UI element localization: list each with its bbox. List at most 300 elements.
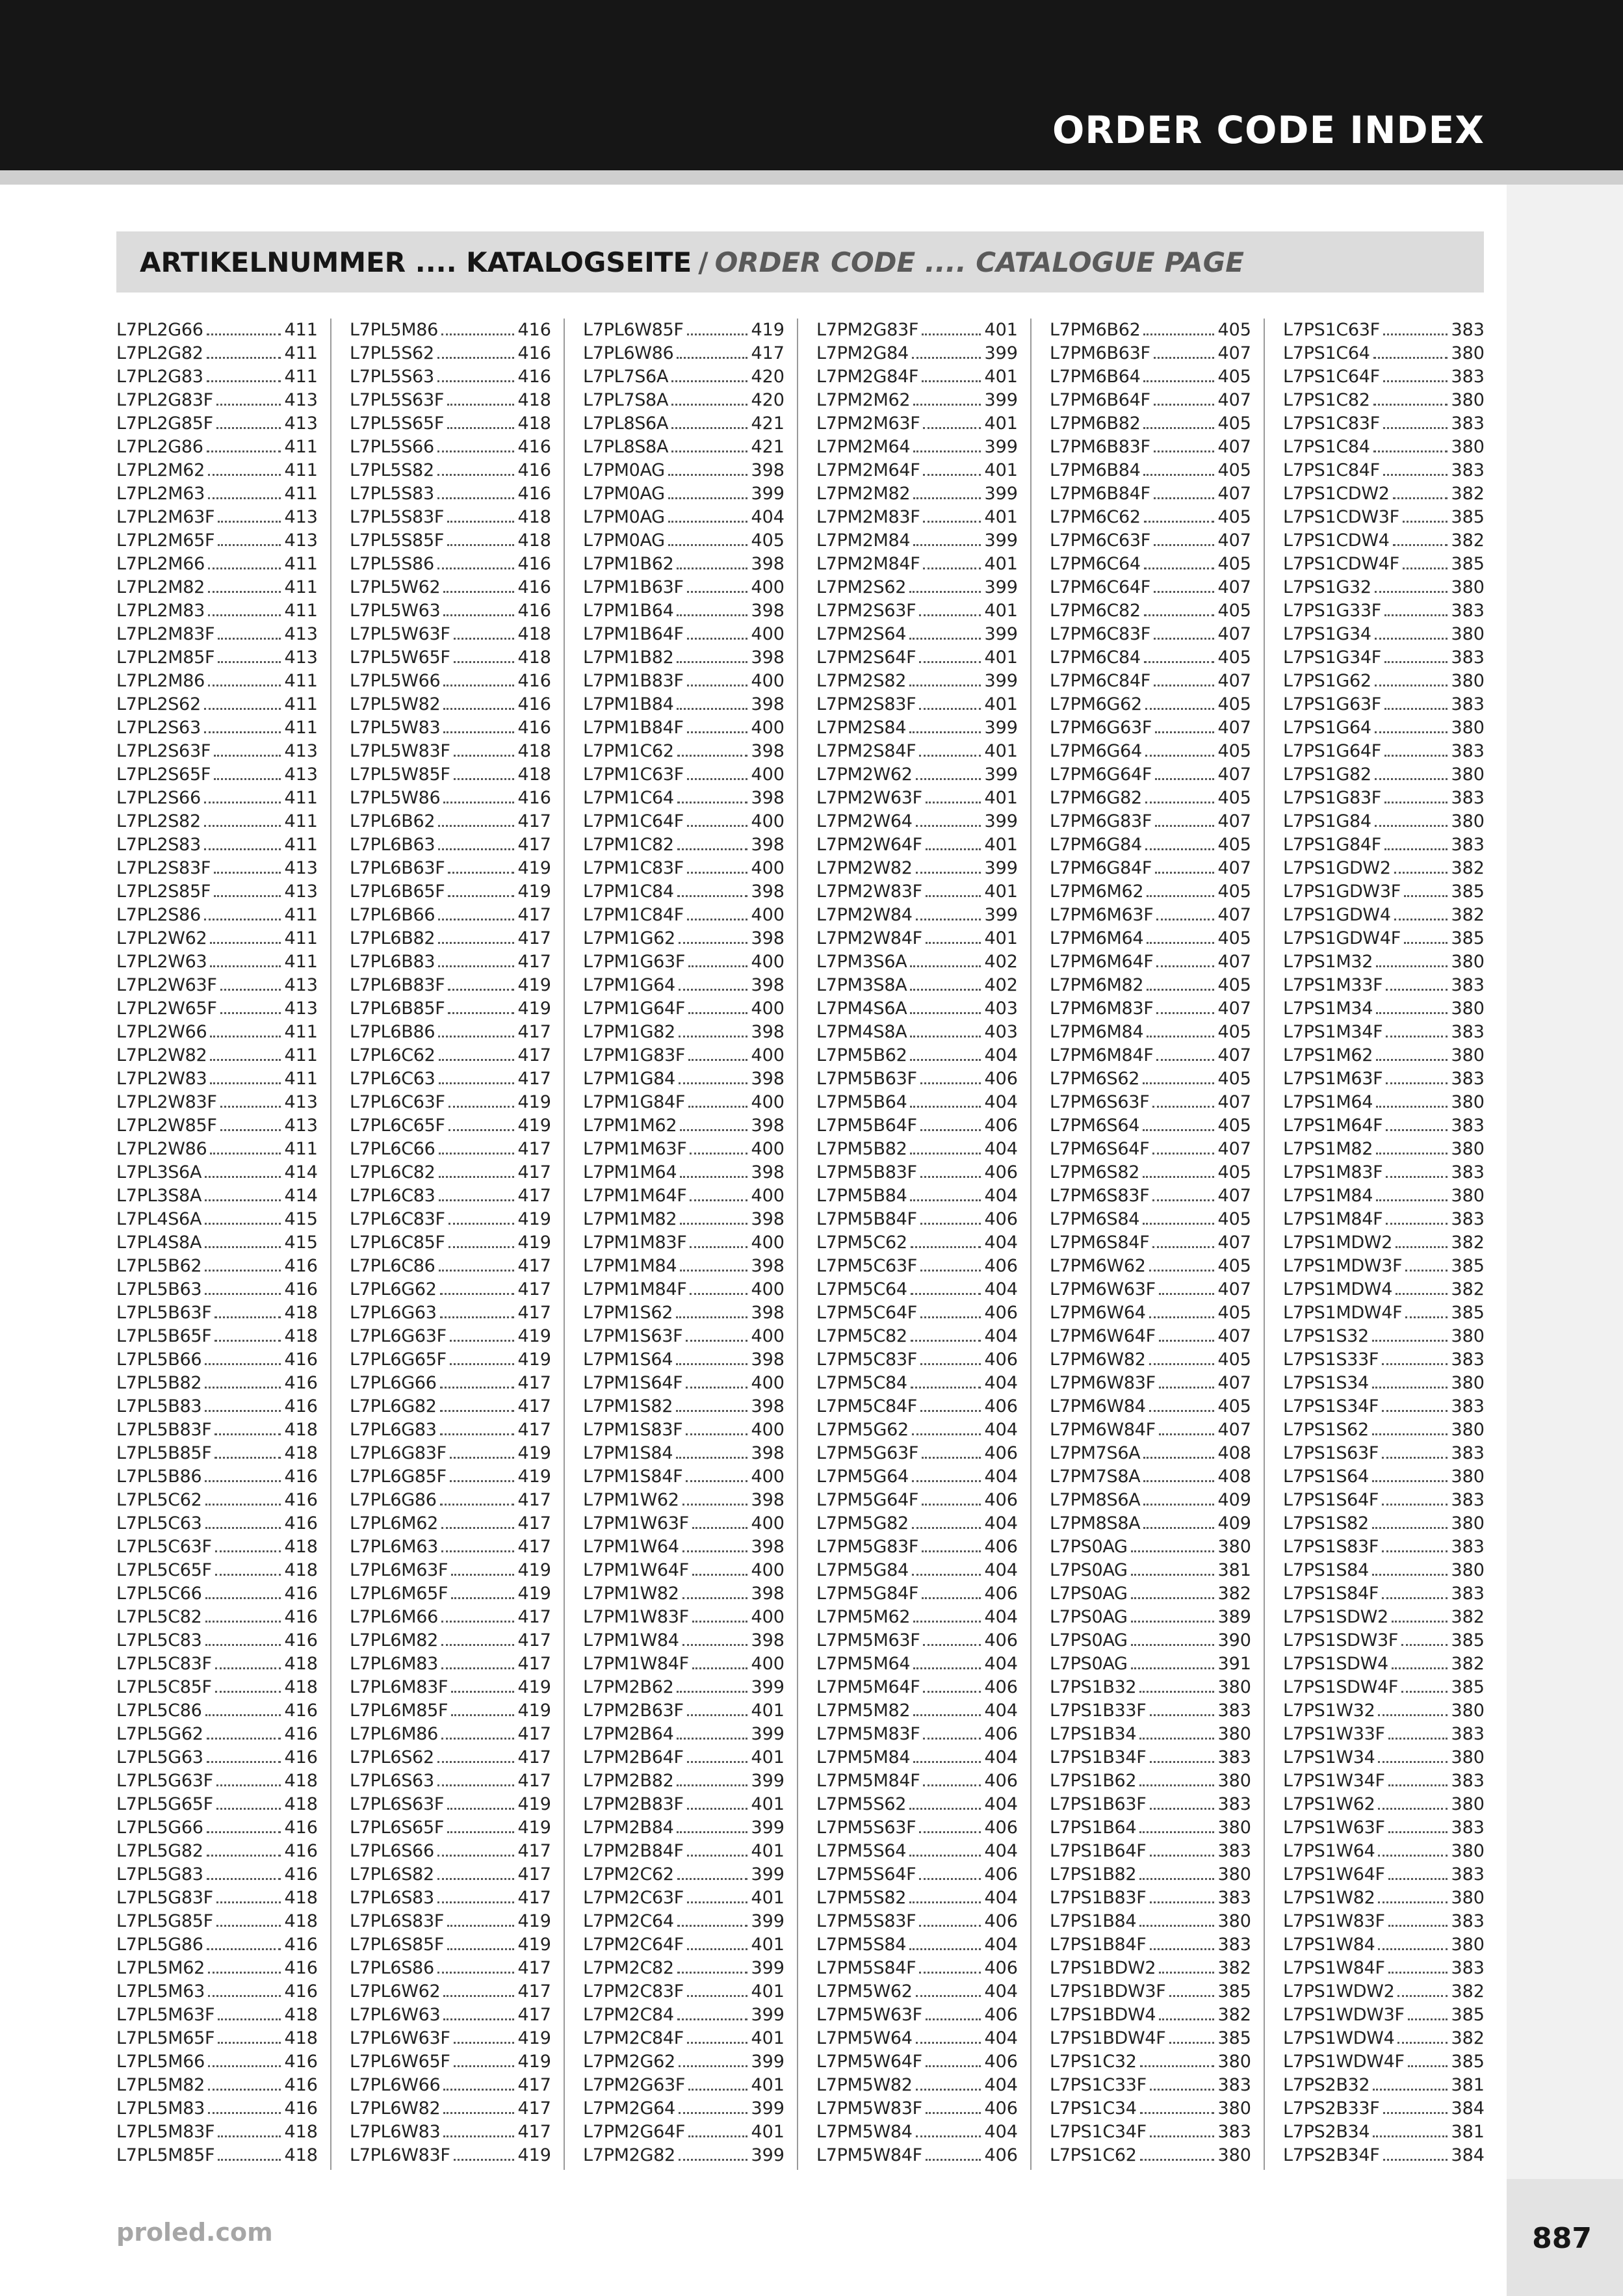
catalogue-page: 400 [751, 671, 785, 691]
leader-dots [910, 988, 981, 991]
order-code: L7PS1B62 [1050, 1771, 1137, 1791]
leader-dots [208, 567, 281, 569]
order-code: L7PL5C82 [116, 1607, 202, 1627]
leader-dots [1159, 1433, 1215, 1435]
catalogue-page: 400 [751, 1092, 785, 1112]
catalogue-page: 419 [517, 975, 551, 995]
leader-dots [1386, 1035, 1448, 1037]
catalogue-page: 406 [984, 1350, 1018, 1370]
catalogue-page: 380 [1451, 624, 1485, 644]
catalogue-page: 403 [984, 1022, 1018, 1042]
catalogue-page: 400 [751, 858, 785, 878]
leader-dots [688, 1011, 747, 1014]
index-entry [583, 716, 785, 740]
index-entry [816, 1301, 1018, 1325]
order-code: L7PS1S34F [1283, 1396, 1379, 1416]
leader-dots [215, 1667, 281, 1669]
index-entry [1283, 1512, 1485, 1535]
catalogue-page: 385 [1451, 554, 1485, 574]
leader-dots [1169, 2041, 1215, 2044]
leader-dots [207, 1877, 281, 1880]
order-code: L7PM2S82 [816, 671, 907, 691]
leader-dots [1396, 1246, 1448, 1248]
leader-dots [913, 450, 981, 452]
order-code: L7PM1M64 [583, 1162, 677, 1182]
catalogue-page: 404 [984, 1467, 1018, 1487]
index-entry [816, 1161, 1018, 1184]
index-entry [1050, 904, 1251, 927]
order-code: L7PS1S34 [1283, 1373, 1369, 1393]
order-code: L7PM5G83F [816, 1537, 919, 1557]
order-code: L7PM5M64F [816, 1677, 920, 1697]
catalogue-page: 383 [1217, 1888, 1251, 1908]
leader-dots [1383, 473, 1448, 476]
leader-dots [923, 1690, 981, 1693]
catalogue-page: 398 [751, 835, 785, 855]
catalogue-page: 419 [517, 881, 551, 902]
order-code: L7PM5W84F [816, 2145, 922, 2165]
order-code: L7PL5G83F [116, 1888, 213, 1908]
index-entry [116, 1840, 318, 1863]
leader-dots [1383, 2111, 1448, 2114]
order-code: L7PL5M63F [116, 2005, 215, 2025]
catalogue-page: 404 [984, 1279, 1018, 1299]
order-code: L7PM6M62 [1050, 881, 1144, 902]
order-code: L7PM2W82 [816, 858, 913, 878]
leader-dots [923, 473, 981, 476]
catalogue-page: 399 [751, 1911, 785, 1931]
index-entry [116, 2120, 318, 2144]
order-code: L7PM5W64 [816, 2028, 913, 2048]
catalogue-page: 400 [751, 624, 785, 644]
leader-dots [926, 2018, 981, 2020]
index-entry [583, 482, 785, 506]
order-code: L7PS0AG [1050, 1654, 1128, 1674]
index-entry [583, 1582, 785, 1606]
catalogue-page: 380 [1451, 718, 1485, 738]
catalogue-page: 380 [1451, 1513, 1485, 1533]
catalogue-page: 416 [517, 554, 551, 574]
catalogue-page: 400 [751, 718, 785, 738]
leader-dots [913, 497, 981, 499]
index-entry [1283, 319, 1485, 342]
index-entry [1050, 1325, 1251, 1348]
order-code: L7PL5B63 [116, 1279, 202, 1299]
index-entry [350, 904, 551, 927]
catalogue-page: 380 [1451, 1326, 1485, 1346]
catalogue-page: 418 [284, 1888, 318, 1908]
leader-dots [447, 426, 514, 429]
order-code: L7PS1G34F [1283, 647, 1381, 668]
order-code: L7PM1M84 [583, 1256, 677, 1276]
catalogue-page: 383 [1451, 413, 1485, 434]
index-entry [1050, 670, 1251, 693]
index-entry [583, 1489, 785, 1512]
order-code: L7PL4S6A [116, 1209, 202, 1229]
catalogue-page: 416 [517, 694, 551, 714]
catalogue-page: 416 [517, 320, 551, 340]
order-code: L7PM1C84F [583, 905, 684, 925]
order-code: L7PM6M82 [1050, 975, 1144, 995]
catalogue-page: 400 [751, 905, 785, 925]
catalogue-page: 405 [1217, 413, 1251, 434]
index-entry [350, 459, 551, 482]
order-code: L7PM2C63F [583, 1888, 684, 1908]
catalogue-page: 419 [517, 1115, 551, 1136]
order-code: L7PS1G84 [1283, 811, 1371, 831]
index-entry [1050, 1933, 1251, 1957]
index-entry [583, 1395, 785, 1418]
catalogue-page: 416 [284, 1490, 318, 1510]
order-code: L7PS1B34 [1050, 1724, 1137, 1744]
order-code: L7PL5G83 [116, 1864, 203, 1885]
catalogue-page: 411 [284, 1069, 318, 1089]
catalogue-page: 417 [517, 928, 551, 948]
order-code: L7PL2W62 [116, 928, 207, 948]
leader-dots [218, 2041, 281, 2044]
catalogue-page: 411 [284, 460, 318, 480]
index-entry [583, 1372, 785, 1395]
leader-dots [1139, 1737, 1214, 1740]
leader-dots [1159, 1339, 1215, 1342]
index-entry [1050, 1910, 1251, 1933]
leader-dots [448, 1246, 515, 1248]
catalogue-page: 404 [984, 1373, 1018, 1393]
leader-dots [920, 1363, 981, 1365]
index-entry [1050, 1816, 1251, 1840]
leader-dots [910, 965, 981, 967]
index-entry [350, 576, 551, 599]
order-code: L7PS2B32 [1283, 2075, 1370, 2095]
leader-dots [926, 894, 981, 897]
order-code: L7PS1BDW4F [1050, 2028, 1166, 2048]
index-entry [1050, 1138, 1251, 1161]
leader-dots [1397, 1994, 1448, 1997]
catalogue-page: 399 [751, 1864, 785, 1885]
leader-dots [1152, 1199, 1214, 1201]
leader-dots [919, 1831, 981, 1833]
catalogue-page: 417 [517, 1373, 551, 1393]
index-entry [350, 1676, 551, 1699]
leader-dots [437, 356, 515, 359]
catalogue-page: 407 [1217, 1139, 1251, 1159]
order-code: L7PS1S63F [1283, 1443, 1379, 1463]
page-title: ORDER CODE INDEX [1052, 108, 1485, 152]
leader-dots [438, 965, 514, 967]
order-code: L7PM2S84F [816, 741, 916, 761]
catalogue-page: 401 [751, 1888, 785, 1908]
leader-dots [1383, 2158, 1448, 2161]
index-entry [1283, 1863, 1485, 1886]
leader-dots [1394, 871, 1448, 874]
order-code: L7PM1C82 [583, 835, 674, 855]
leader-dots [1149, 1363, 1215, 1365]
order-code: L7PM6C62 [1050, 507, 1141, 527]
index-entry [583, 529, 785, 553]
leader-dots [1140, 2158, 1215, 2161]
leader-dots [920, 1269, 981, 1272]
index-entry [816, 1863, 1018, 1886]
leader-dots [438, 1035, 514, 1037]
leader-dots [210, 1035, 281, 1037]
catalogue-page: 416 [284, 1396, 318, 1416]
order-code: L7PM2C64 [583, 1911, 674, 1931]
catalogue-page: 417 [517, 2075, 551, 2095]
order-code: L7PS1B84 [1050, 1911, 1137, 1931]
index-entry [116, 482, 318, 506]
leader-dots [677, 1924, 748, 1927]
index-entry [583, 365, 785, 389]
order-code: L7PM1M84F [583, 1279, 687, 1299]
order-code: L7PL6G65F [350, 1350, 447, 1370]
order-code: L7PL6G63 [350, 1303, 437, 1323]
leader-dots [1388, 1971, 1448, 1974]
catalogue-page: 383 [1451, 1350, 1485, 1370]
index-entry [816, 1980, 1018, 2003]
catalogue-page: 399 [984, 671, 1018, 691]
index-entry [1283, 1699, 1485, 1723]
index-entry [116, 810, 318, 833]
leader-dots [910, 1035, 981, 1037]
leader-dots [1143, 1526, 1214, 1529]
order-code: L7PS1S64 [1283, 1467, 1369, 1487]
order-code: L7PS1M64F [1283, 1115, 1383, 1136]
index-entry [116, 1184, 318, 1208]
leader-dots [214, 1456, 281, 1459]
catalogue-page: 416 [517, 367, 551, 387]
leader-dots [1159, 1971, 1214, 1974]
catalogue-page: 407 [1217, 624, 1251, 644]
index-entry [583, 553, 785, 576]
leader-dots [690, 1246, 747, 1248]
leader-dots [1156, 965, 1214, 967]
catalogue-page: 380 [1451, 1139, 1485, 1159]
leader-dots [443, 1994, 514, 1997]
leader-dots [916, 1994, 981, 1997]
catalogue-page: 411 [284, 367, 318, 387]
index-entry [350, 1208, 551, 1231]
index-entry [350, 1723, 551, 1746]
index-entry [1050, 412, 1251, 436]
catalogue-page: 380 [1451, 1420, 1485, 1440]
catalogue-page: 417 [517, 1958, 551, 1978]
catalogue-page: 383 [1451, 1443, 1485, 1463]
order-code: L7PM5C63F [816, 1256, 918, 1276]
leader-dots [1154, 684, 1214, 686]
leader-dots [216, 1807, 281, 1810]
leader-dots [1144, 660, 1215, 663]
order-code: L7PL5C63F [116, 1537, 212, 1557]
leader-dots [1382, 1597, 1448, 1599]
index-entry [816, 1816, 1018, 1840]
leader-dots [690, 1152, 747, 1155]
leader-dots [1150, 2088, 1215, 2091]
leader-dots [687, 1760, 748, 1763]
index-entry [116, 553, 318, 576]
order-code: L7PM2W63F [816, 788, 922, 808]
catalogue-page: 399 [984, 764, 1018, 785]
leader-dots [1375, 731, 1448, 733]
leader-dots [454, 660, 515, 663]
catalogue-page: 406 [984, 1864, 1018, 1885]
index-entry [816, 389, 1018, 412]
order-code: L7PL6B63 [350, 835, 435, 855]
order-code: L7PS1G83F [1283, 788, 1381, 808]
index-entry [1283, 1489, 1485, 1512]
leader-dots [441, 333, 514, 335]
order-code: L7PL7S8A [583, 390, 669, 410]
order-code: L7PS1M32 [1283, 952, 1373, 972]
index-entry [350, 950, 551, 974]
order-code: L7PL5G65F [116, 1794, 213, 1814]
order-code: L7PM5S84F [816, 1958, 916, 1978]
order-code: L7PL5S63F [350, 390, 445, 410]
order-code: L7PM6B84F [1050, 484, 1150, 504]
order-code: L7PM6B64F [1050, 390, 1150, 410]
index-entry [583, 1676, 785, 1699]
order-code: L7PL5G86 [116, 1935, 203, 1955]
catalogue-page: 416 [517, 343, 551, 363]
index-entry [116, 1091, 318, 1114]
index-entry [1050, 482, 1251, 506]
catalogue-page: 416 [284, 1373, 318, 1393]
index-entry [1283, 1723, 1485, 1746]
leader-dots [218, 660, 281, 663]
index-entry [583, 1980, 785, 2003]
index-entry [1050, 974, 1251, 997]
order-code: L7PL5C86 [116, 1701, 202, 1721]
leader-dots [1375, 777, 1448, 780]
leader-dots [451, 1573, 514, 1576]
leader-dots [1131, 1550, 1215, 1552]
catalogue-page: 405 [1217, 647, 1251, 668]
index-entry [350, 1325, 551, 1348]
order-code: L7PS1W64F [1283, 1864, 1385, 1885]
order-code: L7PM2C84 [583, 2005, 674, 2025]
leader-dots [448, 1011, 514, 1014]
index-entry [816, 2027, 1018, 2050]
leader-dots [1373, 2135, 1448, 2137]
leader-dots [437, 1784, 515, 1786]
leader-dots [443, 2135, 514, 2137]
footer-url[interactable]: proled.com [116, 2218, 273, 2247]
catalogue-page: 383 [1217, 1747, 1251, 1768]
index-entry [583, 1114, 785, 1138]
catalogue-page: 405 [1217, 928, 1251, 948]
order-code: L7PM6G84 [1050, 835, 1142, 855]
order-code: L7PM1G64F [583, 998, 686, 1019]
order-code: L7PM2S84 [816, 718, 907, 738]
catalogue-page: 380 [1451, 1560, 1485, 1580]
order-code: L7PL2G82 [116, 343, 203, 363]
leader-dots [207, 1760, 281, 1763]
index-entry [583, 927, 785, 950]
catalogue-page: 416 [284, 1958, 318, 1978]
index-entry [116, 1231, 318, 1255]
index-entry [583, 2003, 785, 2027]
order-code: L7PM2W83F [816, 881, 922, 902]
index-entry [583, 599, 785, 623]
catalogue-page: 417 [517, 2122, 551, 2142]
index-entry [116, 2144, 318, 2167]
leader-dots [911, 1386, 981, 1389]
catalogue-page: 416 [517, 671, 551, 691]
leader-dots [1383, 333, 1448, 335]
order-code: L7PM5C62 [816, 1233, 907, 1253]
leader-dots [692, 1620, 748, 1623]
index-entry [350, 833, 551, 857]
index-entry [1283, 2003, 1485, 2027]
catalogue-page: 405 [1217, 320, 1251, 340]
order-code: L7PM1W64 [583, 1537, 679, 1557]
order-code: L7PS1C64 [1283, 343, 1370, 363]
index-entry [116, 2003, 318, 2027]
order-code: L7PM1C62 [583, 741, 674, 761]
catalogue-page: 399 [751, 484, 785, 504]
index-entry [350, 2074, 551, 2097]
order-code: L7PL5M82 [116, 2075, 205, 2095]
catalogue-page: 399 [751, 2052, 785, 2072]
index-entry [583, 1442, 785, 1465]
catalogue-page: 405 [1217, 601, 1251, 621]
index-entry [1050, 2027, 1251, 2050]
order-code: L7PM6S82 [1050, 1162, 1140, 1182]
leader-dots [448, 1128, 515, 1131]
catalogue-page: 400 [751, 1607, 785, 1627]
catalogue-page: 417 [517, 1279, 551, 1299]
index-entry [1283, 1278, 1485, 1301]
order-code: L7PM5G62 [816, 1420, 909, 1440]
leader-dots [1169, 1994, 1215, 1997]
index-entry [1050, 1699, 1251, 1723]
catalogue-page: 411 [284, 928, 318, 948]
index-entry [1283, 904, 1485, 927]
leader-dots [686, 1386, 747, 1389]
leader-dots [1140, 2065, 1215, 2067]
index-entry [583, 1746, 785, 1769]
order-code: L7PS1G32 [1283, 577, 1371, 597]
leader-dots [679, 2158, 748, 2161]
catalogue-page: 398 [751, 1537, 785, 1557]
index-entry [116, 1652, 318, 1676]
leader-dots [926, 801, 981, 803]
index-entry [116, 950, 318, 974]
index-entry [1050, 1840, 1251, 1863]
leader-dots [441, 1737, 514, 1740]
order-code: L7PM5S64 [816, 1841, 907, 1861]
catalogue-page: 416 [284, 1467, 318, 1487]
catalogue-page: 401 [984, 554, 1018, 574]
order-code: L7PL5B85F [116, 1443, 212, 1463]
leader-dots [687, 1854, 748, 1857]
index-entry [1050, 1044, 1251, 1067]
index-entry [1283, 1044, 1485, 1067]
catalogue-page: 382 [1451, 484, 1485, 504]
catalogue-page: 380 [1451, 1373, 1485, 1393]
leader-dots [208, 684, 281, 686]
index-entry [116, 1933, 318, 1957]
catalogue-page: 416 [284, 1935, 318, 1955]
catalogue-page: 418 [517, 530, 551, 551]
index-entry [1050, 2097, 1251, 2120]
catalogue-page: 407 [1217, 858, 1251, 878]
catalogue-page: 413 [284, 647, 318, 668]
order-code: L7PL6W82 [350, 2098, 441, 2119]
leader-dots [1383, 380, 1448, 382]
order-code: L7PM6M84F [1050, 1045, 1154, 1065]
order-code: L7PL5W85F [350, 764, 450, 785]
index-column [116, 319, 318, 2170]
